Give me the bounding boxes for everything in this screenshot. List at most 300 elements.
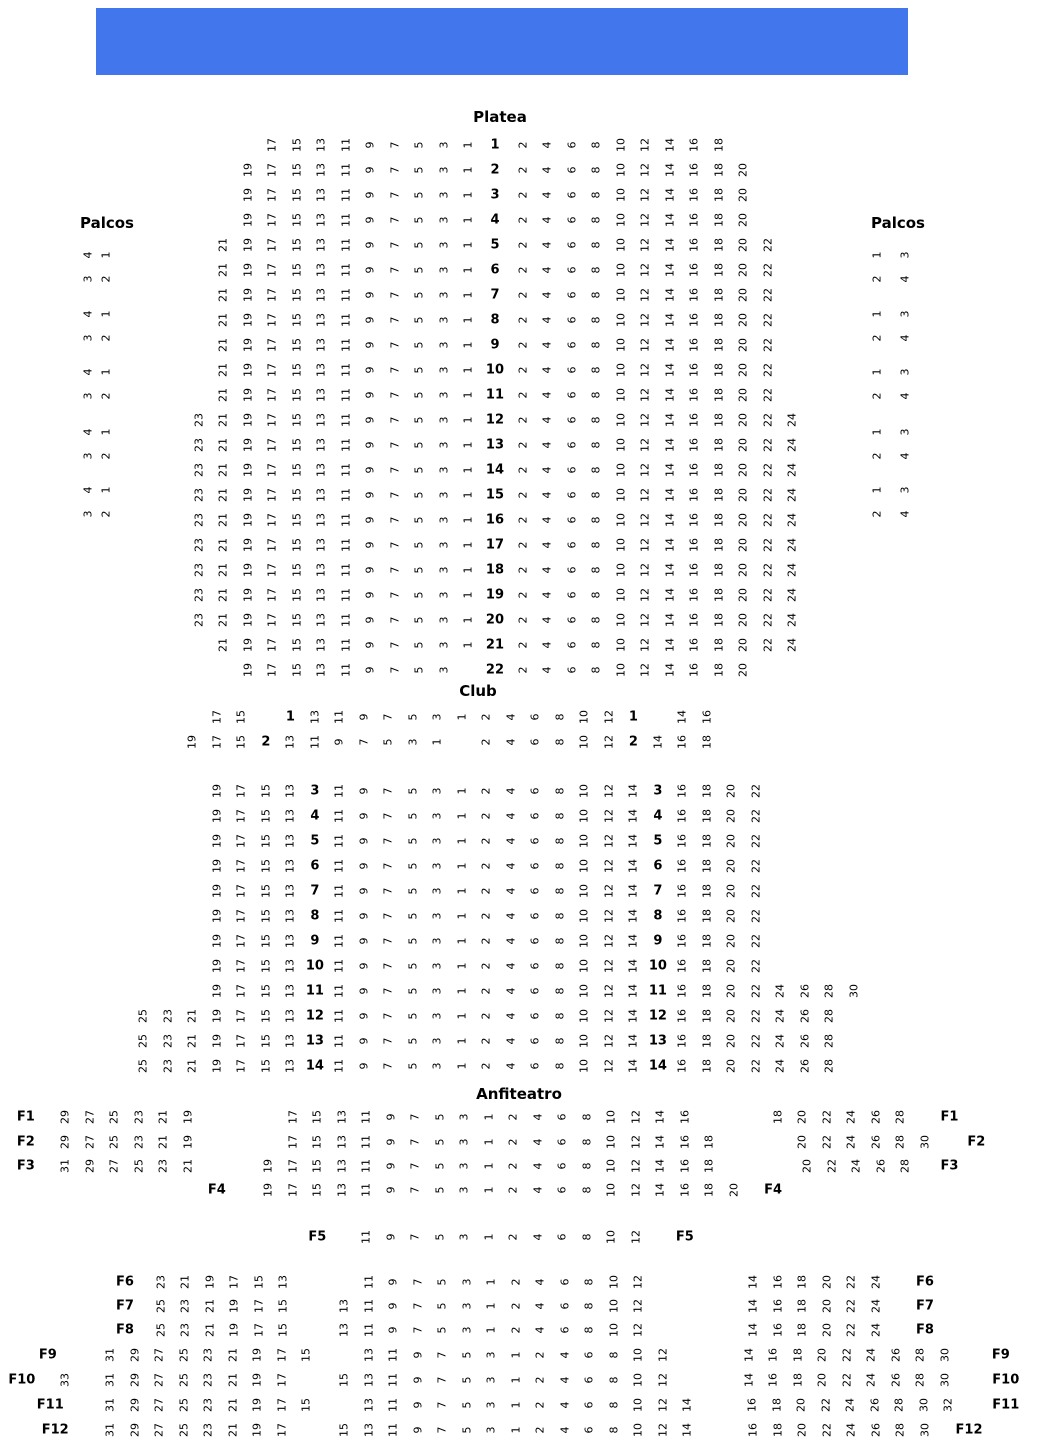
palco-seat[interactable]: 1 <box>99 368 113 376</box>
club-seat[interactable]: 4 <box>504 738 518 746</box>
palco-seat[interactable]: 3 <box>898 486 912 494</box>
platea-seat[interactable]: 5 <box>412 641 426 649</box>
platea-seat[interactable]: 8 <box>589 616 603 624</box>
platea-seat[interactable]: 17 <box>265 338 279 352</box>
club-seat[interactable]: 2 <box>479 987 493 995</box>
platea-seat[interactable]: 22 <box>761 438 775 452</box>
anfiteatro-seat[interactable]: 12 <box>629 1159 643 1173</box>
anfiteatro-seat[interactable]: 27 <box>107 1159 121 1173</box>
anfiteatro-seat[interactable]: 30 <box>917 1398 931 1412</box>
platea-seat[interactable]: 9 <box>363 216 377 224</box>
platea-seat[interactable]: 24 <box>785 588 799 602</box>
anfiteatro-seat[interactable]: 18 <box>791 1348 805 1362</box>
club-seat[interactable]: 6 <box>528 912 542 920</box>
platea-seat[interactable]: 4 <box>540 591 554 599</box>
platea-seat[interactable]: 5 <box>412 516 426 524</box>
platea-seat[interactable]: 14 <box>663 138 677 152</box>
club-seat[interactable]: 24 <box>773 1059 787 1073</box>
platea-seat[interactable]: 18 <box>712 613 726 627</box>
platea-seat[interactable]: 4 <box>540 366 554 374</box>
anfiteatro-seat[interactable]: 7 <box>435 1376 449 1384</box>
anfiteatro-seat[interactable]: 10 <box>607 1275 621 1289</box>
club-seat[interactable]: 19 <box>210 834 224 848</box>
anfiteatro-seat[interactable]: 7 <box>408 1186 422 1194</box>
club-seat[interactable]: 3 <box>430 812 444 820</box>
platea-seat[interactable]: 14 <box>663 538 677 552</box>
club-seat[interactable]: 1 <box>455 787 469 795</box>
anfiteatro-seat[interactable]: 13 <box>362 1398 376 1412</box>
platea-seat[interactable]: 9 <box>363 341 377 349</box>
anfiteatro-seat[interactable]: 13 <box>362 1373 376 1387</box>
platea-seat[interactable]: 19 <box>241 388 255 402</box>
anfiteatro-seat[interactable]: 9 <box>384 1186 398 1194</box>
anfiteatro-seat[interactable]: 8 <box>580 1233 594 1241</box>
platea-seat[interactable]: 15 <box>290 638 304 652</box>
platea-seat[interactable]: 11 <box>339 588 353 602</box>
platea-seat[interactable]: 5 <box>412 316 426 324</box>
club-seat[interactable]: 15 <box>259 1059 273 1073</box>
anfiteatro-seat[interactable]: 23 <box>132 1135 145 1149</box>
platea-seat[interactable]: 14 <box>663 513 677 527</box>
club-seat[interactable]: 4 <box>504 1037 518 1045</box>
platea-seat[interactable]: 7 <box>388 241 402 249</box>
anfiteatro-seat[interactable]: 9 <box>411 1376 425 1384</box>
club-seat[interactable]: 13 <box>283 735 297 749</box>
anfiteatro-seat[interactable]: 25 <box>154 1323 168 1337</box>
platea-seat[interactable]: 15 <box>290 338 304 352</box>
platea-seat[interactable]: 19 <box>241 263 255 277</box>
platea-seat[interactable]: 8 <box>589 141 603 149</box>
platea-seat[interactable]: 3 <box>437 191 451 199</box>
anfiteatro-seat[interactable]: 17 <box>227 1275 241 1289</box>
anfiteatro-seat[interactable]: 9 <box>384 1138 398 1146</box>
palco-seat[interactable]: 4 <box>898 510 912 518</box>
platea-seat[interactable]: 17 <box>265 613 279 627</box>
platea-seat[interactable]: 13 <box>314 463 328 477</box>
club-seat[interactable]: 3 <box>406 738 420 746</box>
palco-seat[interactable]: 1 <box>870 310 884 318</box>
platea-seat[interactable]: 9 <box>363 141 377 149</box>
club-seat[interactable]: 4 <box>504 713 518 721</box>
anfiteatro-seat[interactable]: 1 <box>482 1186 496 1194</box>
anfiteatro-seat[interactable]: 7 <box>411 1278 425 1286</box>
anfiteatro-seat[interactable]: 25 <box>132 1159 145 1173</box>
platea-seat[interactable]: 4 <box>540 616 554 624</box>
club-seat[interactable]: 18 <box>700 784 714 798</box>
platea-seat[interactable]: 12 <box>638 663 652 677</box>
platea-seat[interactable]: 8 <box>589 441 603 449</box>
platea-seat[interactable]: 7 <box>388 516 402 524</box>
club-seat[interactable]: 1 <box>455 962 469 970</box>
anfiteatro-seat[interactable]: 7 <box>408 1138 422 1146</box>
platea-seat[interactable]: 3 <box>437 166 451 174</box>
club-seat[interactable]: 13 <box>283 859 297 873</box>
platea-seat[interactable]: 4 <box>540 491 554 499</box>
platea-seat[interactable]: 11 <box>339 288 353 302</box>
platea-seat[interactable]: 15 <box>290 588 304 602</box>
platea-seat[interactable]: 1 <box>461 491 475 499</box>
platea-seat[interactable]: 20 <box>736 188 750 202</box>
anfiteatro-seat[interactable]: 3 <box>484 1401 498 1409</box>
club-seat[interactable]: 10 <box>577 784 591 798</box>
club-seat[interactable]: 2 <box>479 1037 493 1045</box>
club-seat[interactable]: 9 <box>357 787 371 795</box>
club-seat[interactable]: 5 <box>406 912 420 920</box>
club-seat[interactable]: 7 <box>381 987 395 995</box>
club-seat[interactable]: 2 <box>479 862 493 870</box>
platea-seat[interactable]: 7 <box>388 166 402 174</box>
club-seat[interactable]: 11 <box>332 884 346 898</box>
platea-seat[interactable]: 18 <box>712 213 726 227</box>
palco-seat[interactable]: 3 <box>81 275 95 283</box>
anfiteatro-seat[interactable]: 1 <box>509 1376 523 1384</box>
platea-seat[interactable]: 9 <box>363 166 377 174</box>
club-seat[interactable]: 5 <box>406 862 420 870</box>
platea-seat[interactable]: 20 <box>736 438 750 452</box>
anfiteatro-seat[interactable]: 33 <box>58 1373 72 1387</box>
club-seat[interactable]: 18 <box>700 1059 714 1073</box>
palco-seat[interactable]: 4 <box>81 251 95 259</box>
platea-seat[interactable]: 11 <box>339 188 353 202</box>
anfiteatro-seat[interactable]: 10 <box>607 1299 621 1313</box>
platea-seat[interactable]: 2 <box>516 491 530 499</box>
club-seat[interactable]: 2 <box>479 787 493 795</box>
anfiteatro-seat[interactable]: 13 <box>335 1183 349 1197</box>
platea-seat[interactable]: 6 <box>565 591 579 599</box>
platea-seat[interactable]: 2 <box>516 191 530 199</box>
club-seat[interactable]: 17 <box>234 909 248 923</box>
anfiteatro-seat[interactable]: 7 <box>411 1302 425 1310</box>
anfiteatro-seat[interactable]: 15 <box>299 1348 313 1362</box>
platea-seat[interactable]: 19 <box>241 513 255 527</box>
club-seat[interactable]: 11 <box>332 934 346 948</box>
platea-seat[interactable]: 8 <box>589 466 603 474</box>
club-seat[interactable]: 3 <box>430 1037 444 1045</box>
platea-seat[interactable]: 6 <box>565 416 579 424</box>
platea-seat[interactable]: 7 <box>388 291 402 299</box>
club-seat[interactable]: 16 <box>675 859 689 873</box>
club-seat[interactable]: 9 <box>357 987 371 995</box>
platea-seat[interactable]: 4 <box>540 466 554 474</box>
anfiteatro-seat[interactable]: 28 <box>893 1110 907 1124</box>
platea-seat[interactable]: 19 <box>241 538 255 552</box>
anfiteatro-seat[interactable]: 1 <box>509 1401 523 1409</box>
palco-seat[interactable]: 4 <box>898 334 912 342</box>
platea-seat[interactable]: 7 <box>388 341 402 349</box>
platea-seat[interactable]: 13 <box>314 188 328 202</box>
platea-seat[interactable]: 9 <box>363 266 377 274</box>
anfiteatro-seat[interactable]: 28 <box>898 1159 912 1173</box>
club-seat[interactable]: 15 <box>259 1034 273 1048</box>
anfiteatro-seat[interactable]: 16 <box>771 1323 785 1337</box>
anfiteatro-seat[interactable]: 4 <box>558 1401 572 1409</box>
anfiteatro-seat[interactable]: 22 <box>844 1323 858 1337</box>
platea-seat[interactable]: 2 <box>516 366 530 374</box>
platea-seat[interactable]: 14 <box>663 213 677 227</box>
platea-seat[interactable]: 10 <box>614 613 628 627</box>
anfiteatro-seat[interactable]: 13 <box>335 1110 349 1124</box>
anfiteatro-seat[interactable]: 23 <box>156 1159 170 1173</box>
club-seat[interactable]: 17 <box>210 710 224 724</box>
platea-seat[interactable]: 17 <box>265 388 279 402</box>
anfiteatro-seat[interactable]: 5 <box>433 1186 447 1194</box>
anfiteatro-seat[interactable]: 12 <box>629 1230 643 1244</box>
anfiteatro-seat[interactable]: 10 <box>631 1423 645 1437</box>
club-seat[interactable]: 2 <box>479 937 493 945</box>
club-seat[interactable]: 10 <box>577 710 591 724</box>
anfiteatro-seat[interactable]: 21 <box>226 1373 240 1387</box>
platea-seat[interactable]: 1 <box>461 366 475 374</box>
platea-seat[interactable]: 20 <box>736 413 750 427</box>
club-seat[interactable]: 11 <box>332 1009 346 1023</box>
anfiteatro-seat[interactable]: 4 <box>558 1351 572 1359</box>
platea-seat[interactable]: 12 <box>638 263 652 277</box>
palco-seat[interactable]: 4 <box>81 368 95 376</box>
platea-seat[interactable]: 16 <box>687 163 701 177</box>
anfiteatro-seat[interactable]: 1 <box>509 1351 523 1359</box>
anfiteatro-seat[interactable]: 15 <box>276 1299 290 1313</box>
anfiteatro-seat[interactable]: 29 <box>83 1159 96 1173</box>
platea-seat[interactable]: 2 <box>516 666 530 674</box>
anfiteatro-seat[interactable]: 2 <box>509 1326 523 1334</box>
platea-seat[interactable]: 1 <box>461 391 475 399</box>
anfiteatro-seat[interactable]: 15 <box>310 1135 324 1149</box>
platea-seat[interactable]: 21 <box>216 638 230 652</box>
platea-seat[interactable]: 3 <box>437 491 451 499</box>
club-seat[interactable]: 2 <box>479 738 493 746</box>
palco-seat[interactable]: 3 <box>898 251 912 259</box>
platea-seat[interactable]: 3 <box>437 241 451 249</box>
platea-seat[interactable]: 5 <box>412 266 426 274</box>
club-seat[interactable]: 2 <box>479 837 493 845</box>
club-seat[interactable]: 10 <box>577 959 591 973</box>
club-seat[interactable]: 13 <box>308 710 322 724</box>
club-seat[interactable]: 11 <box>332 859 346 873</box>
platea-seat[interactable]: 21 <box>216 463 230 477</box>
platea-seat[interactable]: 21 <box>216 338 230 352</box>
platea-seat[interactable]: 20 <box>736 663 750 677</box>
platea-seat[interactable]: 18 <box>712 513 726 527</box>
platea-seat[interactable]: 11 <box>339 513 353 527</box>
anfiteatro-seat[interactable]: 10 <box>604 1135 618 1149</box>
platea-seat[interactable]: 18 <box>712 638 726 652</box>
platea-seat[interactable]: 15 <box>290 213 304 227</box>
anfiteatro-seat[interactable]: 11 <box>386 1398 400 1412</box>
anfiteatro-seat[interactable]: 14 <box>742 1348 756 1362</box>
platea-seat[interactable]: 17 <box>265 363 279 377</box>
anfiteatro-seat[interactable]: 10 <box>604 1159 618 1173</box>
anfiteatro-seat[interactable]: 24 <box>864 1373 878 1387</box>
anfiteatro-seat[interactable]: 12 <box>631 1275 645 1289</box>
palco-seat[interactable]: 3 <box>81 334 95 342</box>
platea-seat[interactable]: 19 <box>241 663 255 677</box>
platea-seat[interactable]: 14 <box>663 313 677 327</box>
club-seat[interactable]: 7 <box>381 1037 395 1045</box>
platea-seat[interactable]: 12 <box>638 488 652 502</box>
platea-seat[interactable]: 9 <box>363 516 377 524</box>
platea-seat[interactable]: 13 <box>314 613 328 627</box>
platea-seat[interactable]: 19 <box>241 613 255 627</box>
club-seat[interactable]: 28 <box>822 1009 836 1023</box>
platea-seat[interactable]: 15 <box>290 138 304 152</box>
palco-seat[interactable]: 2 <box>870 392 884 400</box>
club-seat[interactable]: 12 <box>602 1009 616 1023</box>
club-seat[interactable]: 22 <box>749 884 763 898</box>
anfiteatro-seat[interactable]: 4 <box>558 1376 572 1384</box>
platea-seat[interactable]: 11 <box>339 563 353 577</box>
anfiteatro-seat[interactable]: 20 <box>820 1299 834 1313</box>
platea-seat[interactable]: 9 <box>363 566 377 574</box>
platea-seat[interactable]: 23 <box>192 588 206 602</box>
palco-seat[interactable]: 2 <box>870 334 884 342</box>
club-seat[interactable]: 3 <box>430 962 444 970</box>
anfiteatro-seat[interactable]: 15 <box>310 1159 324 1173</box>
platea-seat[interactable]: 11 <box>339 313 353 327</box>
platea-seat[interactable]: 3 <box>437 591 451 599</box>
club-seat[interactable]: 7 <box>381 1062 395 1070</box>
anfiteatro-seat[interactable]: 5 <box>435 1302 449 1310</box>
platea-seat[interactable]: 14 <box>663 363 677 377</box>
platea-seat[interactable]: 12 <box>638 438 652 452</box>
club-seat[interactable]: 19 <box>210 1059 224 1073</box>
platea-seat[interactable]: 15 <box>290 463 304 477</box>
platea-seat[interactable]: 21 <box>216 263 230 277</box>
club-seat[interactable]: 22 <box>749 784 763 798</box>
club-seat[interactable]: 13 <box>283 909 297 923</box>
club-seat[interactable]: 5 <box>406 962 420 970</box>
palco-seat[interactable]: 4 <box>81 310 95 318</box>
platea-seat[interactable]: 9 <box>363 241 377 249</box>
platea-seat[interactable]: 5 <box>412 341 426 349</box>
anfiteatro-seat[interactable]: 24 <box>844 1110 858 1124</box>
anfiteatro-seat[interactable]: 4 <box>531 1186 545 1194</box>
club-seat[interactable]: 19 <box>185 735 199 749</box>
anfiteatro-seat[interactable]: 9 <box>386 1278 400 1286</box>
club-seat[interactable]: 30 <box>847 984 861 998</box>
platea-seat[interactable]: 1 <box>461 566 475 574</box>
platea-seat[interactable]: 18 <box>712 288 726 302</box>
platea-seat[interactable]: 10 <box>614 213 628 227</box>
club-seat[interactable]: 12 <box>602 710 616 724</box>
club-seat[interactable]: 16 <box>675 984 689 998</box>
anfiteatro-seat[interactable]: 25 <box>107 1110 121 1124</box>
platea-seat[interactable]: 7 <box>388 391 402 399</box>
platea-seat[interactable]: 16 <box>687 538 701 552</box>
platea-seat[interactable]: 7 <box>388 616 402 624</box>
club-seat[interactable]: 15 <box>259 884 273 898</box>
platea-seat[interactable]: 5 <box>412 616 426 624</box>
anfiteatro-seat[interactable]: 8 <box>582 1302 596 1310</box>
club-seat[interactable]: 12 <box>602 884 616 898</box>
club-seat[interactable]: 7 <box>381 787 395 795</box>
club-seat[interactable]: 9 <box>357 962 371 970</box>
platea-seat[interactable]: 11 <box>339 663 353 677</box>
anfiteatro-seat[interactable]: 9 <box>384 1162 398 1170</box>
anfiteatro-seat[interactable]: 18 <box>702 1159 716 1173</box>
platea-seat[interactable]: 20 <box>736 588 750 602</box>
platea-seat[interactable]: 21 <box>216 513 230 527</box>
platea-seat[interactable]: 6 <box>565 216 579 224</box>
club-seat[interactable]: 19 <box>210 1034 224 1048</box>
platea-seat[interactable]: 13 <box>314 638 328 652</box>
platea-seat[interactable]: 7 <box>388 141 402 149</box>
club-seat[interactable]: 20 <box>724 834 738 848</box>
anfiteatro-seat[interactable]: 2 <box>509 1278 523 1286</box>
club-seat[interactable]: 5 <box>406 837 420 845</box>
anfiteatro-seat[interactable]: 1 <box>484 1302 498 1310</box>
platea-seat[interactable]: 9 <box>363 491 377 499</box>
platea-seat[interactable]: 18 <box>712 413 726 427</box>
platea-seat[interactable]: 11 <box>339 538 353 552</box>
platea-seat[interactable]: 2 <box>516 591 530 599</box>
anfiteatro-seat[interactable]: 27 <box>83 1135 96 1149</box>
platea-seat[interactable]: 17 <box>265 538 279 552</box>
club-seat[interactable]: 24 <box>773 1034 787 1048</box>
platea-seat[interactable]: 7 <box>388 591 402 599</box>
platea-seat[interactable]: 4 <box>540 541 554 549</box>
anfiteatro-seat[interactable]: 5 <box>435 1278 449 1286</box>
anfiteatro-seat[interactable]: 13 <box>335 1159 349 1173</box>
anfiteatro-seat[interactable]: 20 <box>815 1373 829 1387</box>
club-seat[interactable]: 22 <box>749 1009 763 1023</box>
platea-seat[interactable]: 4 <box>540 291 554 299</box>
club-seat[interactable]: 7 <box>381 962 395 970</box>
club-seat[interactable]: 3 <box>430 1012 444 1020</box>
platea-seat[interactable]: 17 <box>265 288 279 302</box>
platea-seat[interactable]: 19 <box>241 413 255 427</box>
club-seat[interactable]: 8 <box>553 987 567 995</box>
platea-seat[interactable]: 3 <box>437 666 451 674</box>
platea-seat[interactable]: 22 <box>761 288 775 302</box>
club-seat[interactable]: 8 <box>553 887 567 895</box>
club-seat[interactable]: 3 <box>430 987 444 995</box>
platea-seat[interactable]: 17 <box>265 313 279 327</box>
palco-seat[interactable]: 1 <box>99 428 113 436</box>
anfiteatro-seat[interactable]: 31 <box>103 1398 117 1412</box>
club-seat[interactable]: 15 <box>259 834 273 848</box>
anfiteatro-seat[interactable]: 14 <box>653 1110 667 1124</box>
platea-seat[interactable]: 7 <box>388 316 402 324</box>
palco-seat[interactable]: 4 <box>898 392 912 400</box>
platea-seat[interactable]: 20 <box>736 538 750 552</box>
anfiteatro-seat[interactable]: 15 <box>252 1275 266 1289</box>
platea-seat[interactable]: 20 <box>736 338 750 352</box>
club-seat[interactable]: 7 <box>381 713 395 721</box>
anfiteatro-seat[interactable]: 10 <box>607 1323 621 1337</box>
club-seat[interactable]: 16 <box>675 909 689 923</box>
anfiteatro-seat[interactable]: 20 <box>800 1159 814 1173</box>
platea-seat[interactable]: 8 <box>589 216 603 224</box>
platea-seat[interactable]: 12 <box>638 213 652 227</box>
platea-seat[interactable]: 2 <box>516 466 530 474</box>
anfiteatro-seat[interactable]: 4 <box>533 1302 547 1310</box>
anfiteatro-seat[interactable]: 1 <box>484 1278 498 1286</box>
platea-seat[interactable]: 20 <box>736 463 750 477</box>
platea-seat[interactable]: 10 <box>614 288 628 302</box>
platea-seat[interactable]: 9 <box>363 466 377 474</box>
platea-seat[interactable]: 9 <box>363 391 377 399</box>
platea-seat[interactable]: 2 <box>516 616 530 624</box>
club-seat[interactable]: 3 <box>430 1062 444 1070</box>
platea-seat[interactable]: 13 <box>314 288 328 302</box>
anfiteatro-seat[interactable]: 21 <box>156 1110 170 1124</box>
platea-seat[interactable]: 6 <box>565 466 579 474</box>
platea-seat[interactable]: 16 <box>687 513 701 527</box>
club-seat[interactable]: 20 <box>724 1059 738 1073</box>
club-seat[interactable]: 4 <box>504 987 518 995</box>
club-seat[interactable]: 19 <box>210 784 224 798</box>
club-seat[interactable]: 2 <box>479 962 493 970</box>
